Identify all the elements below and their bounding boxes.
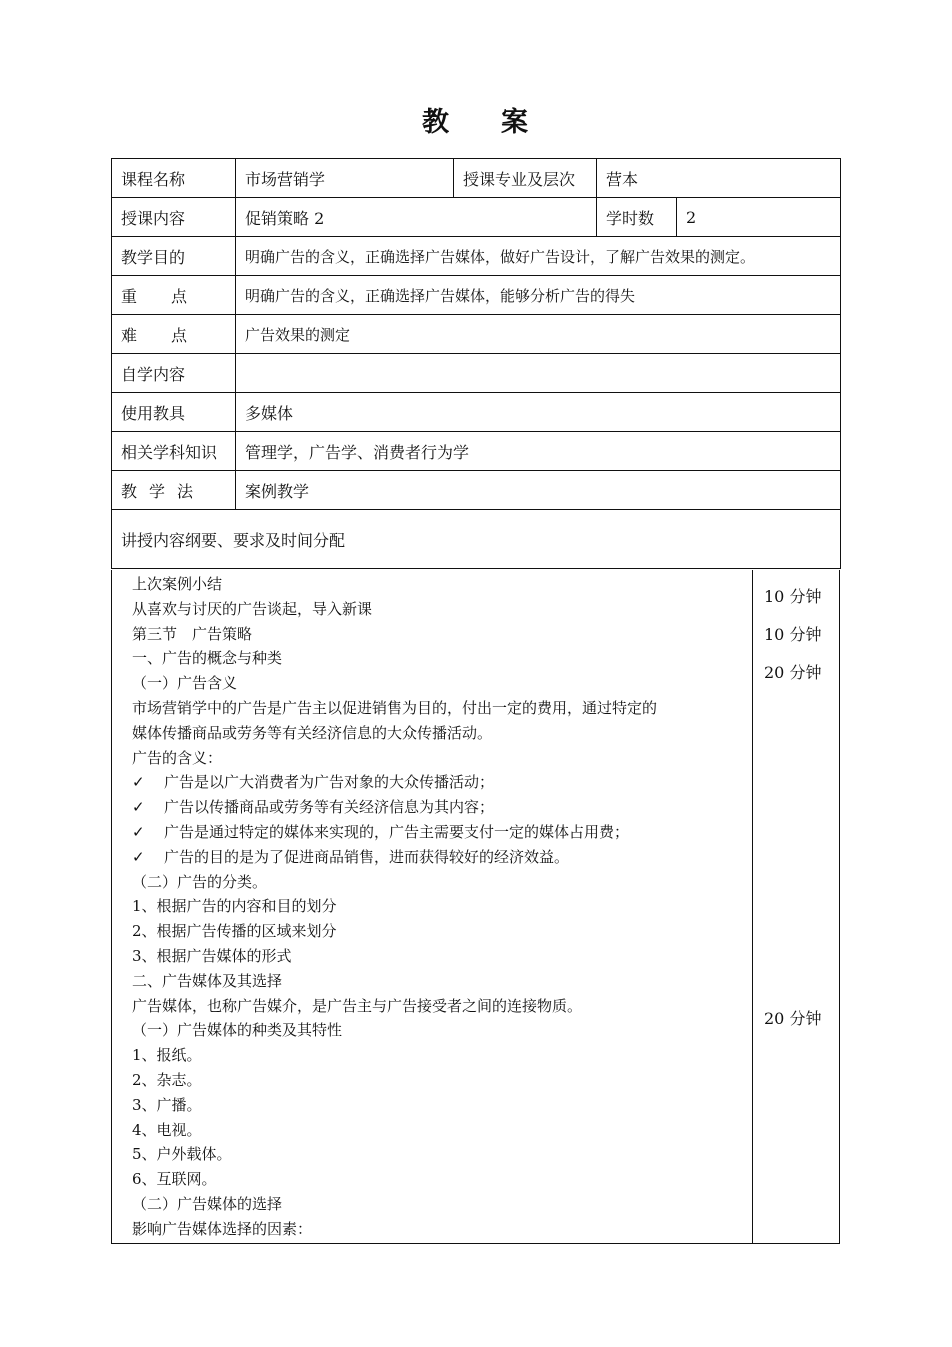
outline-line: 2、杂志。 <box>132 1070 202 1089</box>
checkmark-icon: ✓ <box>132 798 145 817</box>
lesson-info-table <box>111 158 841 569</box>
outline-line: 6、互联网。 <box>132 1170 217 1189</box>
table-row <box>112 393 841 432</box>
key-point-label-1: 重 <box>121 286 138 306</box>
checkmark-icon: ✓ <box>132 822 145 841</box>
teaching-method-label-1: 教 <box>121 481 138 501</box>
teaching-goal-label: 教学目的 <box>112 237 236 276</box>
outline-line: 广告的含义： <box>132 748 223 767</box>
teaching-content-label: 授课内容 <box>112 198 236 237</box>
checkmark-icon: ✓ <box>132 847 145 866</box>
table-row <box>112 432 841 471</box>
outline-section <box>111 570 840 1244</box>
teaching-method-label-2: 学 <box>148 481 165 501</box>
outline-line: 2、根据广告传播的区域来划分 <box>132 922 337 941</box>
self-study-value <box>236 354 841 393</box>
difficulty-label-2: 点 <box>170 325 187 345</box>
outline-line: 上次案例小结 <box>132 575 223 593</box>
related-knowledge-value: 管理学，广告学、消费者行为学 <box>236 432 841 471</box>
difficulty-label-1: 难 <box>121 325 138 345</box>
time-allocation: 20 分钟 <box>764 663 822 682</box>
table-row <box>112 198 841 237</box>
time-allocation: 10 分钟 <box>764 625 822 644</box>
outline-line: 3、广播。 <box>132 1095 202 1114</box>
check-item <box>132 820 752 845</box>
check-item <box>132 770 752 795</box>
table-row <box>112 315 841 354</box>
outline-line: （一）广告含义 <box>132 674 238 693</box>
course-name-value: 市场营销学 <box>236 159 454 198</box>
time-allocation: 10 分钟 <box>764 587 822 606</box>
key-point-value: 明确广告的含义，正确选择广告媒体，能够分析广告的得失 <box>236 276 841 315</box>
outline-line: 第三节 广告策略 <box>132 624 253 643</box>
key-point-label-2: 点 <box>170 286 187 306</box>
table-row <box>112 159 841 198</box>
related-knowledge-label: 相关学科知识 <box>112 432 236 471</box>
table-row <box>112 471 841 510</box>
major-level-value: 营本 <box>597 159 841 198</box>
outline-line: 一、广告的概念与种类 <box>132 649 283 668</box>
teaching-method-label-3: 法 <box>176 481 193 501</box>
outline-line: （二）广告媒体的选择 <box>132 1194 283 1213</box>
class-hours-label: 学时数 <box>597 198 677 237</box>
difficulty-label <box>112 315 236 354</box>
key-point-label <box>112 276 236 315</box>
outline-line: 市场营销学中的广告是广告主以促进销售为目的，付出一定的费用，通过特定的 <box>132 698 658 717</box>
teaching-content-value: 促销策略 2 <box>236 198 597 237</box>
time-allocation: 20 分钟 <box>764 1009 822 1028</box>
table-row <box>112 237 841 276</box>
difficulty-value: 广告效果的测定 <box>236 315 841 354</box>
teaching-method-label <box>112 471 236 510</box>
major-level-label: 授课专业及层次 <box>454 159 597 198</box>
check-item-text: 广告的目的是为了促进商品销售，进而获得较好的经济效益。 <box>164 847 570 866</box>
outline-body <box>132 572 752 1242</box>
outline-line: 媒体传播商品或劳务等有关经济信息的大众传播活动。 <box>132 723 493 742</box>
outline-line: 1、报纸。 <box>132 1046 202 1065</box>
page-title <box>0 100 952 139</box>
table-row <box>112 510 841 569</box>
check-item <box>132 795 752 820</box>
self-study-label: 自学内容 <box>112 354 236 393</box>
teaching-goal-value: 明确广告的含义，正确选择广告媒体，做好广告设计，了解广告效果的测定。 <box>236 237 841 276</box>
check-item-text: 广告是通过特定的媒体来实现的，广告主需要支付一定的媒体占用费； <box>164 822 630 841</box>
column-divider <box>752 570 753 1243</box>
outline-line: 1、根据广告的内容和目的划分 <box>132 897 337 916</box>
title-char-2: 案 <box>501 107 530 138</box>
outline-line: 从喜欢与讨厌的广告谈起，导入新课 <box>132 599 373 618</box>
outline-line: 影响广告媒体选择的因素： <box>132 1219 313 1238</box>
outline-line: （一）广告媒体的种类及其特性 <box>132 1021 343 1040</box>
title-char-1: 教 <box>422 107 451 138</box>
check-item-text: 广告以传播商品或劳务等有关经济信息为其内容； <box>164 798 495 817</box>
outline-header: 讲授内容纲要、要求及时间分配 <box>112 510 841 569</box>
table-row <box>112 276 841 315</box>
checkmark-icon: ✓ <box>132 773 145 792</box>
outline-line: 5、户外载体。 <box>132 1145 232 1164</box>
teaching-tools-label: 使用教具 <box>112 393 236 432</box>
outline-line: 广告媒体，也称广告媒介，是广告主与广告接受者之间的连接物质。 <box>132 996 583 1015</box>
outline-line: （二）广告的分类。 <box>132 872 268 891</box>
course-name-label: 课程名称 <box>112 159 236 198</box>
outline-line: 3、根据广告媒体的形式 <box>132 946 292 965</box>
table-row <box>112 354 841 393</box>
outline-line: 二、广告媒体及其选择 <box>132 971 283 990</box>
teaching-method-value: 案例教学 <box>236 471 841 510</box>
check-item <box>132 845 752 870</box>
class-hours-value: 2 <box>677 198 841 237</box>
outline-line: 4、电视。 <box>132 1120 202 1139</box>
check-item-text: 广告是以广大消费者为广告对象的大众传播活动； <box>164 773 495 792</box>
teaching-tools-value: 多媒体 <box>236 393 841 432</box>
